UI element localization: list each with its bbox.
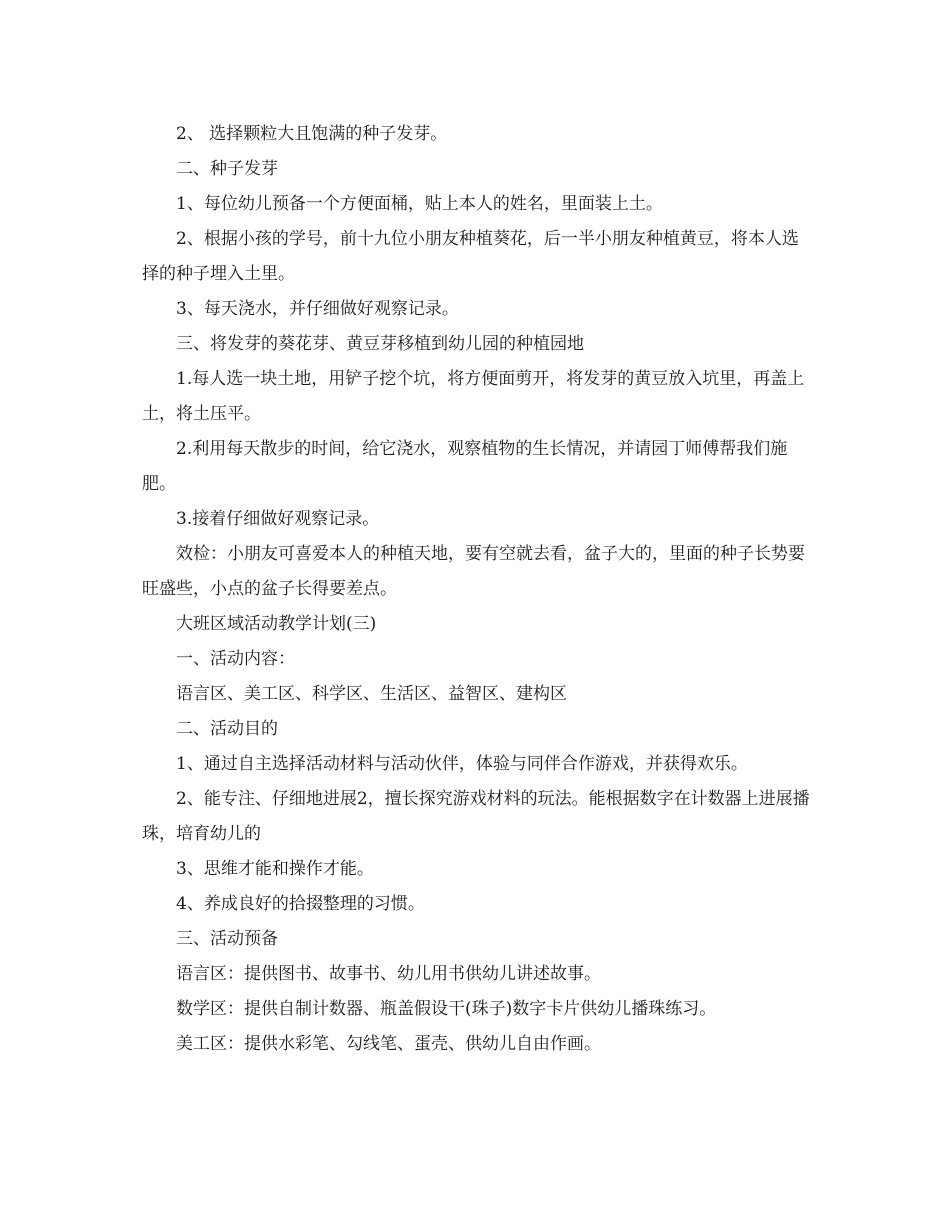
section-heading: 一、活动内容： — [176, 649, 295, 669]
section-heading: 二、活动目的 — [176, 719, 278, 739]
section-heading: 二、种子发芽 — [176, 159, 278, 179]
section-heading: 三、活动预备 — [176, 929, 278, 949]
paragraph: 1、通过自主选择活动材料与活动伙伴，体验与同伴合作游戏，并获得欢乐。 — [176, 754, 748, 774]
paragraph: 3、每天浇水，并仔细做好观察记录。 — [176, 299, 459, 319]
document-body — [142, 117, 810, 1062]
paragraph: 3、思维才能和操作才能。 — [176, 859, 374, 879]
paragraph: 2.利用每天散步的时间，给它浇水，观察植物的生长情况，并请园丁师傅帮我们施肥。 — [142, 439, 788, 494]
section-heading: 三、将发芽的葵花芽、黄豆芽移植到幼儿园的种植园地 — [176, 334, 584, 354]
paragraph: 1、每位幼儿预备一个方便面桶，贴上本人的姓名，里面装上土。 — [176, 194, 663, 214]
paragraph: 2、 选择颗粒大且饱满的种子发芽。 — [176, 124, 448, 144]
paragraph: 1.每人选一块土地，用铲子挖个坑，将方便面剪开，将发芽的黄豆放入坑里，再盖上土，将土压平。 — [142, 369, 805, 424]
paragraph: 效检：小朋友可喜爱本人的种植天地，要有空就去看，盆子大的，里面的种子长势要旺盛些，小点的盆子长得要差点。 — [142, 544, 805, 599]
document-subtitle: 大班区域活动教学计划(三) — [176, 614, 377, 634]
paragraph: 美工区：提供水彩笔、勾线笔、蛋壳、供幼儿自由作画。 — [176, 1034, 601, 1054]
paragraph: 语言区：提供图书、故事书、幼儿用书供幼儿讲述故事。 — [176, 964, 601, 984]
paragraph: 数学区：提供自制计数器、瓶盖假设干(珠子)数字卡片供幼儿播珠练习。 — [176, 999, 717, 1019]
paragraph: 3.接着仔细做好观察记录。 — [176, 509, 380, 529]
paragraph: 4、养成良好的拾掇整理的习惯。 — [176, 894, 425, 914]
paragraph: 2、能专注、仔细地进展2，擅长探究游戏材料的玩法。能根据数字在计数器上进展播珠，培育幼儿的 — [142, 789, 810, 844]
paragraph: 2、根据小孩的学号，前十九位小朋友种植葵花，后一半小朋友种植黄豆，将本人选择的种子埋入土里。 — [142, 229, 799, 284]
paragraph: 语言区、美工区、科学区、生活区、益智区、建构区 — [176, 684, 567, 704]
